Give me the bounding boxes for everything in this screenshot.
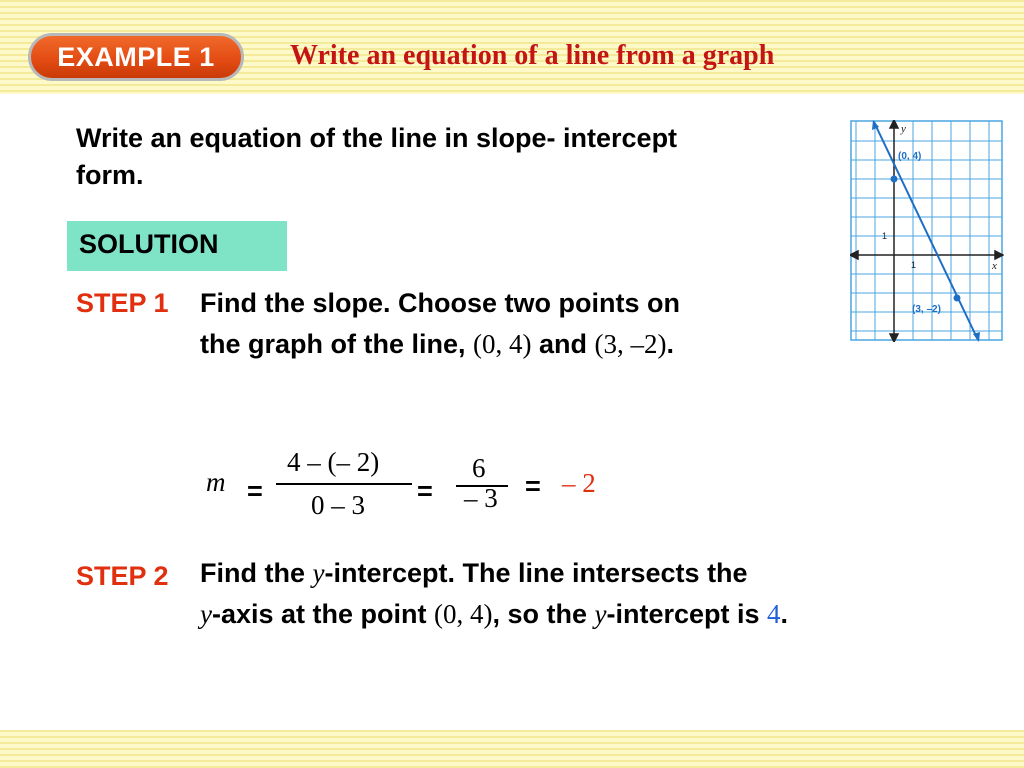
coordinate-graph [850, 120, 1004, 342]
slope-variable: m [206, 467, 226, 497]
problem-line-1: Write an equation of the line in slope- intercept [76, 123, 678, 153]
graph-point-1-label: (0, 4) [898, 151, 922, 162]
footer-band [0, 730, 1024, 768]
y-intercept-value: 4 [767, 599, 781, 629]
equals-sign-1: = [247, 476, 263, 506]
x-axis-tick-label: 1 [911, 260, 917, 270]
step-2-label: STEP 2 [76, 561, 169, 591]
step-1-point-1: (0, 4) [473, 329, 532, 359]
fraction-1-numerator: 4 – (– 2) [287, 447, 380, 477]
problem-statement [76, 120, 856, 194]
step-1-and: and [531, 329, 595, 359]
equals-sign-3: = [525, 471, 541, 501]
y-axis-tick-label: 1 [882, 231, 888, 241]
fraction-1-bar [276, 483, 412, 485]
graph-point-1 [891, 176, 898, 183]
step-2-text-a: Find the [200, 558, 313, 588]
step-2-text-e: -intercept is [606, 599, 768, 629]
solution-label: SOLUTION [79, 229, 219, 259]
problem-line-2: form. [76, 160, 144, 190]
step-1-line-2 [200, 324, 680, 365]
x-axis-label: x [992, 260, 997, 272]
step-2-period: . [780, 599, 789, 629]
page-title: Write an equation of a line from a graph [290, 40, 775, 71]
step-1-period: . [666, 329, 675, 359]
step-2-text-b: -intercept. The line intersects the [324, 558, 748, 588]
step-2-y-variable: y [594, 599, 607, 629]
step-1-point-2: (3, –2) [594, 329, 667, 359]
solution-banner [67, 221, 287, 271]
y-axis-label: y [901, 123, 906, 135]
step-2-y-variable: y [200, 599, 212, 629]
slope-result: – 2 [562, 468, 596, 498]
fraction-2-numerator: 6 [472, 453, 486, 483]
step-1-line-2-text: the graph of the line, [200, 329, 474, 359]
example-badge: EXAMPLE 1 [28, 33, 244, 81]
step-1-text [200, 283, 680, 365]
fraction-2-denominator: – 3 [464, 483, 498, 513]
step-2-text-c: -axis at the point [211, 599, 435, 629]
step-2-text [200, 553, 788, 635]
step-2-point: (0, 4) [434, 599, 493, 629]
step-2-line-2 [200, 594, 788, 635]
step-1-label: STEP 1 [76, 288, 169, 318]
fraction-1-denominator: 0 – 3 [311, 490, 365, 520]
graph-point-2-label: (3, –2) [912, 304, 941, 315]
graph-point-2 [954, 295, 961, 302]
step-2-text-d: , so the [492, 599, 595, 629]
step-1-line-1: Find the slope. Choose two points on [200, 288, 680, 318]
equals-sign-2: = [417, 476, 433, 506]
step-2-line-1 [200, 553, 788, 594]
step-2-y-variable: y [312, 558, 325, 588]
